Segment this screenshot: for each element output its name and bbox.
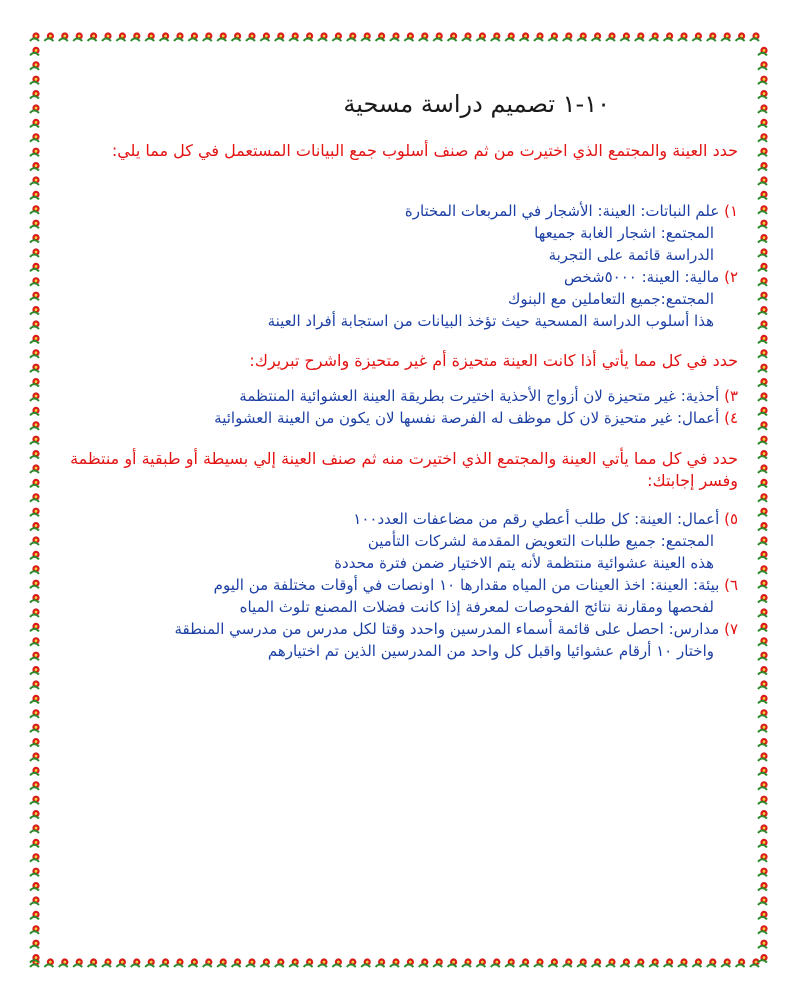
flower-icon xyxy=(30,522,40,531)
item-text: مالية: العينة: ٥٠٠٠شخص xyxy=(563,268,720,286)
flower-icon xyxy=(758,436,768,445)
flower-icon xyxy=(758,176,768,185)
flower-icon xyxy=(758,277,768,286)
page-title: ١٠-١ تصميم دراسة مسحية xyxy=(343,90,610,118)
flower-icon xyxy=(30,695,40,704)
flower-icon xyxy=(758,493,768,502)
flower-icon xyxy=(30,162,40,171)
item-subline: هذه العينة عشوائية منتظمة لأنه يتم الاختيار ضمن فترة محددة xyxy=(334,554,714,572)
list-item xyxy=(138,385,738,407)
item-subline: الدراسة قائمة على التجربة xyxy=(548,246,714,264)
flower-icon xyxy=(758,464,768,473)
flower-icon xyxy=(30,925,40,934)
flower-icon xyxy=(758,652,768,661)
flower-icon xyxy=(30,320,40,329)
section-1-items xyxy=(138,200,738,332)
flower-icon xyxy=(758,709,768,718)
document-page xyxy=(60,0,750,1000)
flower-icon xyxy=(750,32,760,41)
flower-icon xyxy=(758,76,768,85)
flower-icon xyxy=(758,695,768,704)
flower-icon xyxy=(758,407,768,416)
flower-icon xyxy=(758,378,768,387)
flower-icon xyxy=(30,349,40,358)
instruction-2: حدد في كل مما يأتي أذا كانت العينة متحيزة أم غير متحيزة واشرح تبريرك: xyxy=(249,351,738,370)
flower-icon xyxy=(758,364,768,373)
flower-icon xyxy=(30,292,40,301)
flower-icon xyxy=(30,421,40,430)
item-text: أحذية: غير متحيزة لان أزواج الأحذية اختيرت بطريقة العينة العشوائية المنتظمة xyxy=(239,387,720,405)
flower-icon xyxy=(758,954,768,963)
flower-icon xyxy=(758,479,768,488)
flower-icon xyxy=(758,896,768,905)
flower-icon xyxy=(30,263,40,272)
flower-icon xyxy=(758,335,768,344)
flower-icon xyxy=(758,61,768,70)
flower-icon xyxy=(758,234,768,243)
item-number: ٣) xyxy=(724,387,738,405)
flower-icon xyxy=(30,248,40,257)
flower-icon xyxy=(758,205,768,214)
flower-icon xyxy=(30,551,40,560)
flower-icon xyxy=(30,392,40,401)
flower-icon xyxy=(758,47,768,56)
list-item xyxy=(138,200,738,222)
flower-icon xyxy=(758,796,768,805)
flower-icon xyxy=(30,608,40,617)
flower-icon xyxy=(758,623,768,632)
item-subline: المجتمع:جميع التعاملين مع البنوك xyxy=(507,290,714,308)
flower-icon xyxy=(30,335,40,344)
flower-icon xyxy=(758,508,768,517)
flower-icon xyxy=(758,248,768,257)
flower-icon xyxy=(30,911,40,920)
flower-icon xyxy=(30,450,40,459)
flower-icon xyxy=(30,277,40,286)
flower-icon xyxy=(30,76,40,85)
flower-icon xyxy=(758,392,768,401)
flower-icon xyxy=(758,263,768,272)
flower-icon xyxy=(30,853,40,862)
flower-icon xyxy=(758,594,768,603)
flower-icon xyxy=(30,407,40,416)
item-number: ٢) xyxy=(724,268,738,286)
flower-icon xyxy=(30,119,40,128)
flower-icon xyxy=(30,724,40,733)
flower-icon xyxy=(758,320,768,329)
flower-icon xyxy=(758,608,768,617)
list-item xyxy=(138,266,738,288)
instruction-3: حدد في كل مما يأتي العينة والمجتمع الذي اختيرت منه ثم صنف العينة إلي بسيطة أو طبقية أو منتظمة وفسر إجابتك: xyxy=(70,449,738,490)
flower-icon xyxy=(758,349,768,358)
flower-icon xyxy=(30,839,40,848)
item-text: أعمال: غير متحيزة لان كل موظف له الفرصة نفسها لان يكون من العينة العشوائية xyxy=(214,409,720,427)
list-item xyxy=(138,508,738,530)
section-3-items xyxy=(138,508,738,662)
item-subline: لفحصها ومقارنة نتائج الفحوصات لمعرفة إذا كانت فضلات المصنع تلوث المياه xyxy=(239,598,714,616)
flower-icon xyxy=(758,868,768,877)
flower-icon xyxy=(30,637,40,646)
flower-icon xyxy=(758,781,768,790)
flower-icon xyxy=(758,925,768,934)
flower-icon xyxy=(30,479,40,488)
flower-icon xyxy=(758,536,768,545)
flower-icon xyxy=(30,464,40,473)
flower-icon xyxy=(758,551,768,560)
flower-icon xyxy=(758,565,768,574)
flower-icon xyxy=(758,191,768,200)
flower-icon xyxy=(30,594,40,603)
flower-icon xyxy=(758,767,768,776)
flower-icon xyxy=(758,580,768,589)
item-text: بيئة: العينة: اخذ العينات من المياه مقدارها ١٠ اونصات في أوقات مختلفة من اليوم xyxy=(213,576,720,594)
flower-icon xyxy=(30,220,40,229)
flower-icon xyxy=(30,234,40,243)
item-subline: المجتمع: جميع طلبات التعويض المقدمة لشركات التأمين xyxy=(367,532,714,550)
list-item xyxy=(138,618,738,640)
flower-icon xyxy=(758,911,768,920)
flower-icon xyxy=(758,306,768,315)
flower-icon xyxy=(758,292,768,301)
flower-icon xyxy=(30,61,40,70)
flower-icon xyxy=(758,119,768,128)
item-text: علم النباتات: العينة: الأشجار في المربعات المختارة xyxy=(404,202,720,220)
item-number: ٥) xyxy=(724,510,738,528)
flower-icon xyxy=(758,162,768,171)
flower-icon xyxy=(30,306,40,315)
flower-icon xyxy=(758,853,768,862)
list-item xyxy=(138,574,738,596)
flower-icon xyxy=(758,882,768,891)
flower-icon xyxy=(30,810,40,819)
flower-icon xyxy=(30,752,40,761)
instruction-1: حدد العينة والمجتمع الذي اختيرت من ثم صنف أسلوب جمع البيانات المستعمل في كل مما يلي: xyxy=(111,141,738,160)
flower-icon xyxy=(758,724,768,733)
flower-icon xyxy=(30,781,40,790)
flower-icon xyxy=(758,220,768,229)
flower-icon xyxy=(758,680,768,689)
flower-icon xyxy=(30,378,40,387)
item-number: ٦) xyxy=(724,576,738,594)
flower-icon xyxy=(30,364,40,373)
flower-icon xyxy=(758,666,768,675)
flower-icon xyxy=(30,536,40,545)
flower-icon xyxy=(30,738,40,747)
flower-icon xyxy=(758,940,768,949)
item-number: ٧) xyxy=(724,620,738,638)
flower-icon xyxy=(30,580,40,589)
flower-icon xyxy=(44,958,54,967)
flower-icon xyxy=(30,148,40,157)
flower-icon xyxy=(30,176,40,185)
flower-icon xyxy=(30,133,40,142)
item-number: ١) xyxy=(724,202,738,220)
flower-icon xyxy=(30,940,40,949)
flower-icon xyxy=(30,565,40,574)
flower-icon xyxy=(30,436,40,445)
flower-icon xyxy=(758,810,768,819)
flower-icon xyxy=(758,90,768,99)
flower-icon xyxy=(30,32,40,41)
flower-icon xyxy=(30,796,40,805)
flower-icon xyxy=(30,652,40,661)
item-text: أعمال: العينة: كل طلب أعطي رقم من مضاعفات العدد١٠٠ xyxy=(353,510,720,528)
flower-icon xyxy=(758,104,768,113)
flower-icon xyxy=(30,896,40,905)
flower-icon xyxy=(30,709,40,718)
flower-icon xyxy=(758,637,768,646)
flower-icon xyxy=(30,205,40,214)
flower-icon xyxy=(758,148,768,157)
flower-icon xyxy=(758,133,768,142)
item-subline: المجتمع: اشجار الغابة جميعها xyxy=(534,224,714,242)
flower-icon xyxy=(758,450,768,459)
flower-icon xyxy=(30,666,40,675)
flower-icon xyxy=(758,421,768,430)
item-number: ٤) xyxy=(724,409,738,427)
flower-icon xyxy=(30,104,40,113)
section-2-items xyxy=(138,385,738,429)
list-item xyxy=(138,407,738,429)
flower-icon xyxy=(30,767,40,776)
flower-icon xyxy=(44,32,54,41)
flower-icon xyxy=(758,752,768,761)
flower-icon xyxy=(30,868,40,877)
flower-icon xyxy=(30,680,40,689)
flower-icon xyxy=(30,882,40,891)
flower-icon xyxy=(30,90,40,99)
flower-icon xyxy=(30,623,40,632)
flower-icon xyxy=(758,839,768,848)
item-subline: هذا أسلوب الدراسة المسحية حيث تؤخذ البيانات من استجابة أفراد العينة xyxy=(267,312,714,330)
flower-icon xyxy=(30,191,40,200)
flower-icon xyxy=(30,47,40,56)
flower-icon xyxy=(758,824,768,833)
flower-icon xyxy=(30,508,40,517)
item-subline: واختار ١٠ أرقام عشوائيا واقبل كل واحد من المدرسين الذين تم اختيارهم xyxy=(267,642,714,660)
flower-icon xyxy=(758,738,768,747)
item-text: مدارس: احصل على قائمة أسماء المدرسين واحدد وقتا لكل مدرس من مدرسي المنطقة xyxy=(174,620,720,638)
flower-icon xyxy=(30,824,40,833)
flower-icon xyxy=(758,522,768,531)
flower-icon xyxy=(30,493,40,502)
